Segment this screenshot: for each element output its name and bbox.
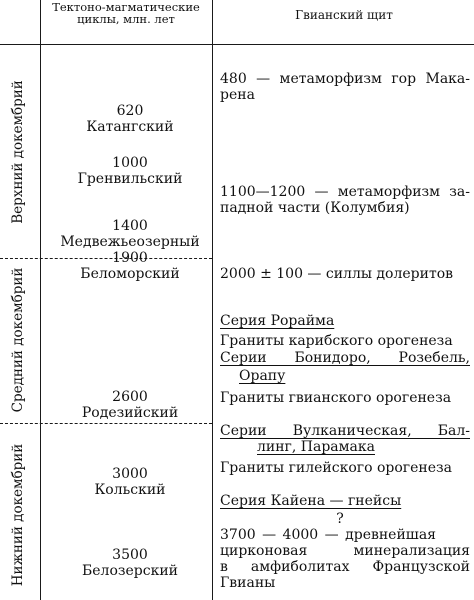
event-line: в амфиболитах Французской (220, 559, 470, 575)
event-orapu: Орапу (239, 368, 286, 384)
event-gilei-granites: Граниты гилейского орогенеза (220, 460, 453, 476)
cycle-age: 2600 (112, 389, 148, 405)
cycle-age: 3500 (112, 547, 148, 563)
event-kaiena-gneiss: Серия Кайена — гнейсы (220, 493, 402, 509)
event-line: линг, Парамака (257, 439, 375, 455)
event-line: рена (220, 87, 255, 103)
cycle-katanga (52, 103, 208, 135)
cycle-medvezhyeozerny (52, 218, 208, 250)
cycle-belomorsky (52, 250, 208, 282)
cycle-name: Кольский (94, 482, 166, 498)
event-line: Серии Вулканическая, Бал- (220, 423, 470, 439)
era-boundary-middle-lower (0, 423, 212, 424)
event-line: цирконовая минерализация (220, 543, 470, 559)
cycles-column-divider (212, 0, 213, 600)
event-vulkanicheskaya-series (220, 423, 470, 455)
era-label-lower: Нижний докембрий (10, 443, 26, 587)
cycle-name: Гренвильский (77, 171, 183, 187)
event-line: падной части (Колумбия) (220, 200, 410, 216)
cycle-name: Белозерский (81, 563, 179, 579)
shield-column-header: Гвианский щит (295, 8, 393, 22)
table-header-rule (0, 44, 474, 45)
event-480-makarena (220, 71, 470, 103)
event-1100-1200-colombia (220, 184, 470, 216)
event-line: 3700 — 4000 — древнейшая (220, 527, 436, 543)
event-bonidoro-series: Серии Бонидоро, Розебель, (220, 350, 470, 366)
cycle-name: Беломорский (80, 266, 180, 282)
cycle-belozersky (52, 547, 208, 579)
era-label-middle: Средний докембрий (10, 267, 26, 413)
event-question-mark: ? (336, 511, 344, 527)
event-line: 1100—1200 — метаморфизм за- (220, 184, 470, 200)
event-guiana-granites: Граниты гвианского орогенеза (220, 390, 452, 406)
cycle-name: Медвежьеозерный (60, 234, 200, 250)
event-zircon-mineralization (220, 527, 470, 591)
cycles-header-line1: Тектоно-магматические (52, 0, 200, 14)
era-column-divider (40, 0, 41, 600)
event-line: 480 — метаморфизм гор Мака- (220, 71, 470, 87)
cycle-age: 3000 (112, 466, 148, 482)
cycle-age: 1400 (112, 218, 148, 234)
cycle-rhodesian (52, 389, 208, 421)
event-roraima-series: Серия Рорайма (220, 313, 335, 329)
era-label-upper: Верхний докембрий (10, 80, 26, 224)
event-2000-dolerite-sills: 2000 ± 100 — силлы долеритов (220, 266, 454, 282)
cycles-header-line2: циклы, млн. лет (77, 12, 175, 26)
event-caribbean-granites: Граниты карибского орогенеза (220, 333, 453, 349)
cycle-kola (52, 466, 208, 498)
cycle-age: 1000 (112, 155, 148, 171)
cycle-age: 1900 (112, 250, 148, 266)
cycle-grenville (52, 155, 208, 187)
cycles-column-header (42, 1, 210, 25)
cycle-name: Катангский (86, 119, 174, 135)
cycle-age: 620 (116, 103, 144, 119)
cycle-name: Родезийский (81, 405, 179, 421)
event-line: Гвианы (220, 575, 276, 591)
